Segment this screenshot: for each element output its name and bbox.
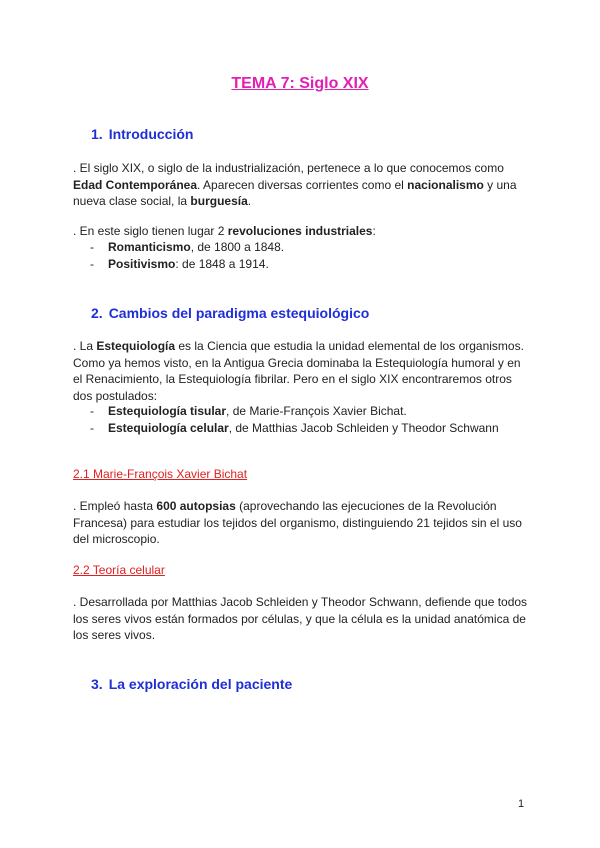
page-title: TEMA 7: Siglo XIX <box>231 75 369 92</box>
bold-term: nacionalismo <box>407 177 484 192</box>
text-run: , de Marie-François Xavier Bichat. <box>226 404 407 418</box>
section-number: 1. <box>91 126 103 142</box>
paragraph-siglo-xix <box>73 160 533 210</box>
section-title: Cambios del paradigma estequiológico <box>108 305 370 321</box>
paragraph-revoluciones <box>73 223 533 240</box>
section-title: La exploración del paciente <box>108 676 293 692</box>
text-run: . <box>247 194 252 208</box>
section-heading-introduccion <box>91 126 193 142</box>
bold-term: Estequiología tisular <box>108 404 227 418</box>
text-run: (aprovechando las ejecuciones de la Revolución Francesa) para estudiar los tejidos del organismo, distinguiendo 21 tejidos sin el uso del microscopio. <box>73 499 522 546</box>
text-run: . En este siglo tienen lugar 2 <box>73 224 228 238</box>
page-number: 1 <box>518 798 525 810</box>
list-item <box>90 403 550 420</box>
list-item <box>90 420 550 437</box>
list-item <box>90 256 550 273</box>
paragraph-estequiologia <box>73 338 533 404</box>
text-run: . Aparecen diversas corrientes como el <box>197 177 408 192</box>
paragraph-bichat <box>73 498 533 548</box>
bold-term: Positivismo <box>108 256 176 271</box>
text-run: : <box>372 224 376 238</box>
bold-term: burguesía <box>190 194 248 208</box>
text-run: . El siglo XIX, o siglo de la industrialización, pertenece a lo que conocemos como <box>73 161 504 175</box>
subsection-heading-teoria-celular: 2.2 Teoría celular <box>73 563 165 577</box>
section-heading-cambios <box>91 305 369 321</box>
paragraph-teoria-celular <box>73 594 533 644</box>
section-number: 2. <box>91 305 103 321</box>
text-run: , de 1800 a 1848. <box>190 240 285 254</box>
subsection-heading-bichat: 2.1 Marie-François Xavier Bichat <box>73 467 248 481</box>
bold-term: 600 autopsias <box>156 499 236 513</box>
section-heading-exploracion <box>91 676 292 692</box>
list-item <box>90 239 550 256</box>
text-run: . La <box>73 339 97 353</box>
text-run: . Desarrollada por Matthias Jacob Schleiden y Theodor Schwann, defiende que todos los seres vivos están formados por células, y que la célula es la unidad anatómica de los seres vivos. <box>73 595 528 642</box>
text-run: , de Matthias Jacob Schleiden y Theodor Schwann <box>228 420 499 435</box>
bold-term: Romanticismo <box>108 240 191 254</box>
text-run: es la Ciencia que estudia la unidad elemental de los organismos. Como ya hemos visto, en la Antigua Grecia dominaba la Estequiología humoral y en el Renacimiento, la Estequiología fibrilar. Pero en el siglo XIX encontraremos otros dos postulados: <box>73 339 524 403</box>
bold-term: revoluciones industriales <box>227 224 373 238</box>
bold-term: Edad Contemporánea <box>73 177 198 192</box>
bullet-list-revoluciones <box>90 239 550 272</box>
text-run: y una nueva clase social, la <box>73 177 517 208</box>
bold-term: Estequiología celular <box>108 420 229 435</box>
section-title: Introducción <box>108 126 194 142</box>
text-run: . Empleó hasta <box>73 499 157 513</box>
section-number: 3. <box>91 676 103 692</box>
text-run: : de 1848 a 1914. <box>175 256 269 271</box>
bold-term: Estequiología <box>96 339 176 353</box>
bullet-list-postulados <box>90 403 550 436</box>
